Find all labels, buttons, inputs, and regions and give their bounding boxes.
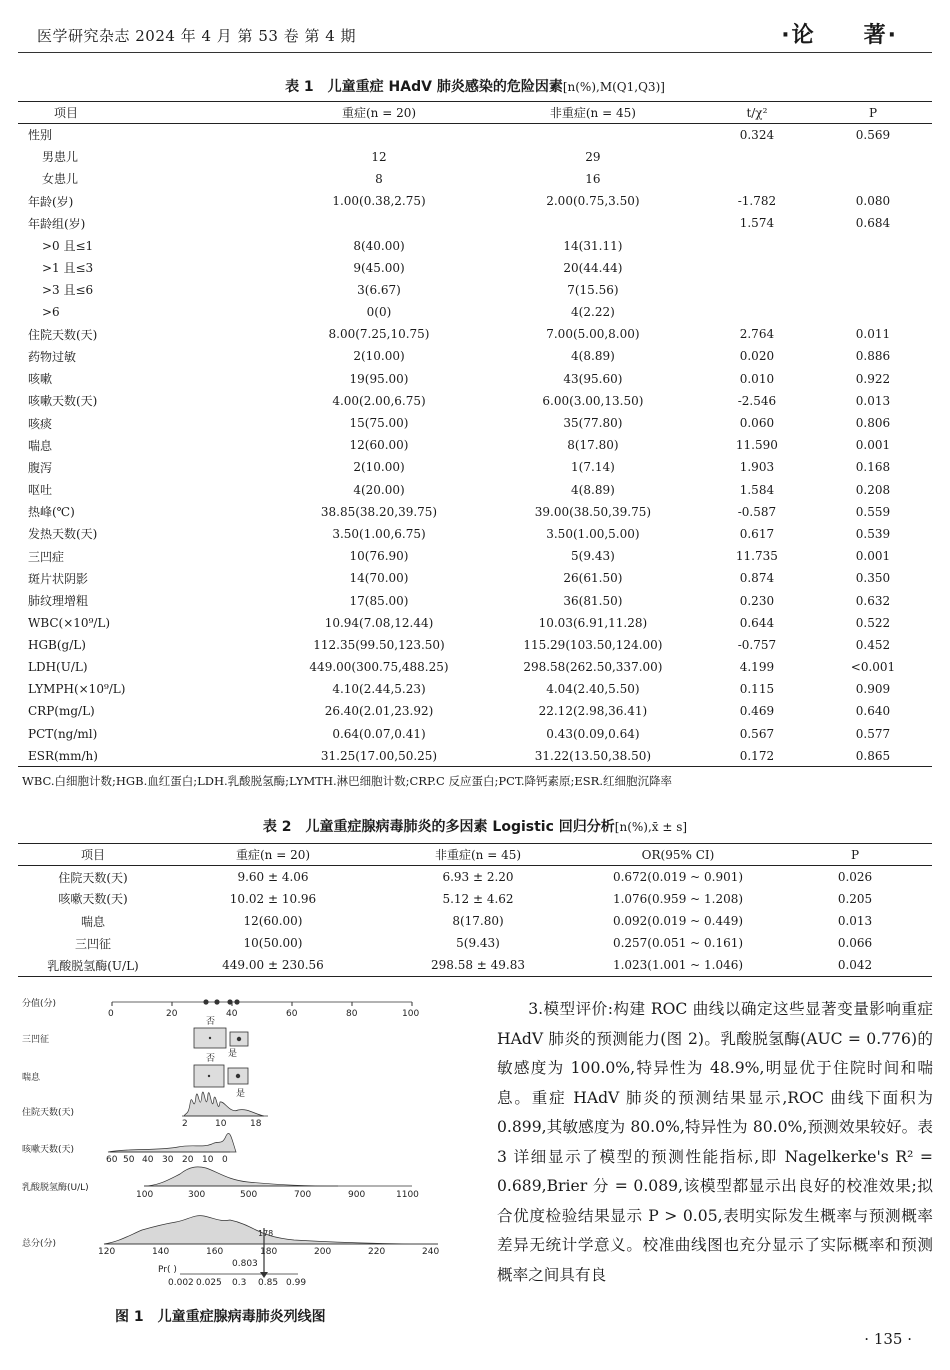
table-cell: 8(17.80) <box>452 914 504 929</box>
table-cell: ESR(mm/h) <box>18 745 272 767</box>
table-cell: 0.452 <box>855 637 891 652</box>
table-row <box>18 932 932 954</box>
pr-marker-value: 0.803 <box>232 1259 258 1269</box>
ldh-tick-label: 300 <box>188 1190 206 1200</box>
zhuyuan-label: 住院天数(天) <box>22 1108 75 1118</box>
table-cell: -0.587 <box>737 504 777 519</box>
table-cell: 0.886 <box>855 349 891 364</box>
table-cell: 115.29(103.50,124.00) <box>523 637 663 652</box>
total-tick-label: 120 <box>98 1247 116 1257</box>
table-cell: 斑片状阴影 <box>28 571 89 586</box>
table-row <box>18 124 932 146</box>
table-cell <box>814 234 932 256</box>
table-cell: 5.12 ± 4.62 <box>442 891 514 906</box>
table-row <box>18 479 932 501</box>
table-row <box>18 910 932 932</box>
kesou-tick-label: 60 <box>106 1155 118 1165</box>
kesou-label: 咳嗽天数(天) <box>22 1145 75 1155</box>
table-cell: 6.93 ± 2.20 <box>442 870 514 885</box>
table-cell: 0.092(0.019 ~ 0.449) <box>612 914 744 929</box>
table-row <box>18 501 932 523</box>
table-cell: 热峰(℃) <box>28 505 75 520</box>
table2-header-cell: P <box>778 844 932 866</box>
table-cell: 咳嗽天数(天) <box>28 394 98 409</box>
table-cell: 咳痰 <box>28 416 53 431</box>
table-cell: 0.806 <box>855 416 891 431</box>
table-cell: LDH(U/L) <box>28 660 88 675</box>
total-marker-value: 178 <box>258 1229 274 1238</box>
page-header <box>0 0 950 62</box>
table-cell: 1.574 <box>739 216 775 231</box>
table-cell: 药物过敏 <box>28 349 77 364</box>
table-cell: 发热天数(天) <box>28 527 98 542</box>
table-cell: 0.684 <box>855 216 891 231</box>
table-cell: 11.735 <box>735 549 778 564</box>
table-cell <box>814 168 932 190</box>
table1-caption <box>0 76 950 96</box>
table-cell: 4.00(2.00,6.75) <box>332 393 426 408</box>
table2-header-cell: 项目 <box>18 844 168 866</box>
table2-header-row <box>18 844 932 866</box>
table1-header-cell: P <box>814 102 932 124</box>
kesou-tick-label: 20 <box>182 1155 194 1165</box>
table-cell: 0.208 <box>855 482 891 497</box>
table-cell: 3.50(1.00,5.00) <box>546 526 640 541</box>
table-cell: 2.764 <box>739 327 775 342</box>
table-cell: 住院天数(天) <box>58 870 128 885</box>
table-cell: 0.042 <box>778 954 932 976</box>
table-cell: CRP(mg/L) <box>28 704 95 719</box>
table2-body <box>18 866 932 977</box>
table-row <box>18 634 932 656</box>
figure1-caption: 图 1 儿童重症腺病毒肺炎列线图 <box>115 1309 326 1325</box>
table-cell: 16 <box>585 171 601 186</box>
chuanxi-no-label: 否 <box>206 1054 216 1064</box>
table-row <box>18 700 932 722</box>
table-cell: 2(10.00) <box>353 460 405 475</box>
zhuyuan-tick-label: 10 <box>215 1119 227 1129</box>
table-cell: 31.25(17.00,50.25) <box>272 745 486 767</box>
table-row <box>18 567 932 589</box>
table-cell: 年龄(岁) <box>28 194 74 209</box>
table-cell: 3.50(1.00,6.75) <box>332 526 426 541</box>
table-cell: 26.40(2.01,23.92) <box>324 704 434 719</box>
points-tick-label: 100 <box>402 1009 420 1019</box>
table2-header-cell: 重症(n = 20) <box>168 844 378 866</box>
table-cell: 4.10(2.44,5.23) <box>332 682 426 697</box>
pr-tick-label: 0.85 <box>258 1278 279 1288</box>
table-cell: 4.199 <box>739 660 775 675</box>
table-cell <box>486 124 700 146</box>
journal-info: 医学研究杂志 2024 年 4 月 第 53 卷 第 4 期 <box>37 27 357 45</box>
table-cell: 0.617 <box>739 526 775 541</box>
table-cell: 三凹征 <box>74 936 111 951</box>
table-cell: 112.35(99.50,123.50) <box>313 637 445 652</box>
table-row <box>18 612 932 634</box>
table-row <box>18 345 932 367</box>
ldh-tick-label: 500 <box>240 1190 258 1200</box>
table2-header-cell: 非重症(n = 45) <box>378 844 578 866</box>
total-tick-label: 200 <box>314 1247 332 1257</box>
table2-header-cell: OR(95% CI) <box>578 844 778 866</box>
table-cell: 1.023(1.001 ~ 1.046) <box>578 954 778 976</box>
table-cell: 0.865 <box>814 745 932 767</box>
kesou-tick-label: 0 <box>222 1155 228 1165</box>
ldh-tick-label: 1100 <box>396 1190 419 1200</box>
table-cell: 0.539 <box>855 526 891 541</box>
table-row <box>18 168 932 190</box>
table1-body <box>18 124 932 767</box>
table-cell: 1.00(0.38,2.75) <box>332 194 426 209</box>
table-cell: 5(9.43) <box>571 549 615 564</box>
table-cell <box>700 301 814 323</box>
ldh-density <box>144 1167 338 1186</box>
zhuyuan-tick-label: 18 <box>250 1119 262 1129</box>
table-cell: 14(31.11) <box>563 238 623 253</box>
zhuyuan-density <box>184 1092 264 1116</box>
table-cell: PCT(ng/ml) <box>28 726 98 741</box>
table-cell: 0.060 <box>739 416 775 431</box>
table-cell: 住院天数(天) <box>28 327 98 342</box>
table-cell: 12(60.00) <box>243 914 303 929</box>
table-cell: 12(60.00) <box>349 438 409 453</box>
table-cell: 10.94(7.08,12.44) <box>324 615 434 630</box>
table-row <box>18 412 932 434</box>
table-cell: 咳嗽 <box>28 372 53 387</box>
table-row <box>18 279 932 301</box>
table-cell <box>700 234 814 256</box>
table-cell: 0.324 <box>739 127 775 142</box>
points-tick-label: 0 <box>108 1009 114 1019</box>
table-cell: 298.58(262.50,337.00) <box>523 660 663 675</box>
table-cell: 0.026 <box>837 870 873 885</box>
table-cell: 449.00 ± 230.56 <box>168 954 378 976</box>
table-cell: 29 <box>585 149 601 164</box>
table1-caption-units: [n(%),M(Q1,Q3)] <box>562 80 665 94</box>
table-cell: 8.00(7.25,10.75) <box>328 327 430 342</box>
table1-header-cell: 非重症(n = 45) <box>486 102 700 124</box>
table-cell: 肺纹理增粗 <box>28 594 89 609</box>
table2-caption-title: 表 2 儿童重症腺病毒肺炎的多因素 Logistic 回归分析 <box>262 819 615 835</box>
table-cell: 0.011 <box>855 327 891 342</box>
table-cell <box>700 168 814 190</box>
table-cell: 0.569 <box>855 127 891 142</box>
body-paragraph: 3.模型评价:构建 ROC 曲线以确定这些显著变量影响重症 HAdV 肺炎的预测能力(图 2)。乳酸脱氢酶(AUC = 0.776)的敏感度为 100.0%,特异性为 48.9%,明显优于住院时间和喘息。重症 HAdV 肺炎的预测结果显示,ROC 曲线下面积为 0.899,其敏感度为 80.0%,特异性为 80.0%,预测效果较好。表 3 详细显示了模型的预测性能指标,即 Nagelkerke's R² = 0.689,Brier 分 = 0.089,该模型都显示出良好的校准效果;拟合优度检验结果显示 P > 0.05,表明实际发生概率与预测概率差异无统计学意义。校准曲线图也充分显示了实际概率和预测概率之间具有良 <box>497 1000 933 1284</box>
table-cell: 0.644 <box>739 615 775 630</box>
kesou-tick-label: 30 <box>162 1155 174 1165</box>
pr-label: Pr( ) <box>158 1265 177 1275</box>
table-cell: 7.00(5.00,8.00) <box>546 327 640 342</box>
table-cell: 9.60 ± 4.06 <box>237 870 309 885</box>
table-cell: 1.076(0.959 ~ 1.208) <box>612 891 744 906</box>
table-cell: 0.922 <box>855 371 891 386</box>
table-cell: 14(70.00) <box>349 571 409 586</box>
table-row <box>18 589 932 611</box>
sanao-label: 三凹征 <box>22 1035 50 1045</box>
table-cell: 0.672(0.019 ~ 0.901) <box>612 870 744 885</box>
table-cell <box>814 146 932 168</box>
table-cell: 4(2.22) <box>571 305 615 320</box>
table1-caption-title: 表 1 儿童重症 HAdV 肺炎感染的危险因素 <box>285 79 563 95</box>
table-cell: 喘息 <box>80 914 105 929</box>
table-row <box>18 866 932 888</box>
table-cell: 0.874 <box>739 571 775 586</box>
table-cell: 298.58 ± 49.83 <box>378 954 578 976</box>
table-cell: 4.04(2.40,5.50) <box>546 682 640 697</box>
section-tag: ·论 著· <box>781 23 898 48</box>
table-row <box>18 523 932 545</box>
table-cell: 1(7.14) <box>571 460 615 475</box>
table-cell: 8(40.00) <box>353 238 405 253</box>
sanao-yes-label: 是 <box>228 1049 238 1059</box>
table2 <box>18 843 932 977</box>
table-cell: 0.577 <box>855 726 891 741</box>
table-cell: 0.010 <box>739 371 775 386</box>
table1-footnote: WBC.白细胞计数;HGB.血红蛋白;LDH.乳酸脱氢酶;LYMTH.淋巴细胞计数;CRP.C 反应蛋白;PCT.降钙素原;ESR.红细胞沉降率 <box>22 774 672 788</box>
table-cell <box>700 146 814 168</box>
table-cell: 0.640 <box>855 704 891 719</box>
total-tick-label: 220 <box>368 1247 386 1257</box>
table-row <box>18 190 932 212</box>
table-cell: 0.43(0.09,0.64) <box>546 726 640 741</box>
table-cell: 2(10.00) <box>353 349 405 364</box>
table-cell: 9(45.00) <box>353 260 405 275</box>
table-cell: 三凹症 <box>28 549 65 564</box>
kesou-tick-label: 50 <box>123 1155 135 1165</box>
table-row <box>18 323 932 345</box>
total-tick-label: 180 <box>260 1247 278 1257</box>
table-cell: 呕吐 <box>28 483 53 498</box>
table-cell <box>814 301 932 323</box>
table1-header-cell: 重症(n = 20) <box>272 102 486 124</box>
table-cell: 0.013 <box>855 393 891 408</box>
table-cell: >1 且≤3 <box>42 261 94 276</box>
table1-header-cell: 项目 <box>18 102 272 124</box>
table-cell: -1.782 <box>737 194 777 209</box>
table-cell: 10(50.00) <box>243 936 303 951</box>
points-tick-label: 40 <box>226 1009 238 1019</box>
table-cell <box>814 257 932 279</box>
table-cell: 26(61.50) <box>563 571 623 586</box>
table-cell: 35(77.80) <box>563 416 623 431</box>
table-cell: 31.22(13.50,38.50) <box>486 745 700 767</box>
table-cell: 0.001 <box>855 438 891 453</box>
table-cell: 8 <box>375 171 383 186</box>
table-cell: >0 且≤1 <box>42 239 94 254</box>
table-cell: 5(9.43) <box>456 936 500 951</box>
pr-tick-label: 0.002 <box>168 1278 194 1288</box>
table-cell: 女患儿 <box>42 172 79 187</box>
table-cell: 4(8.89) <box>571 349 615 364</box>
table-cell: 0.001 <box>855 549 891 564</box>
table-cell: 10(76.90) <box>349 549 409 564</box>
table2-caption <box>0 816 950 836</box>
table-cell: <0.001 <box>850 660 896 675</box>
table-row <box>18 434 932 456</box>
table-cell: 0.013 <box>837 914 873 929</box>
table-cell: 43(95.60) <box>563 371 623 386</box>
table-row <box>18 390 932 412</box>
table-cell: 10.02 ± 10.96 <box>229 891 317 906</box>
table-row <box>18 257 932 279</box>
table-cell: -0.757 <box>737 637 777 652</box>
pr-tick-label: 0.025 <box>196 1278 222 1288</box>
total-tick-label: 160 <box>206 1247 224 1257</box>
pr-tick-label: 0.3 <box>232 1278 247 1288</box>
table-row <box>18 888 932 910</box>
table-cell: 0.64(0.07,0.41) <box>332 726 426 741</box>
table-cell: 男患儿 <box>42 150 79 165</box>
table-cell <box>486 212 700 234</box>
table-cell: 咳嗽天数(天) <box>58 892 128 907</box>
table-cell: 0.567 <box>739 726 775 741</box>
table-cell: 19(95.00) <box>349 371 409 386</box>
table-cell: 2.00(0.75,3.50) <box>546 194 640 209</box>
ldh-tick-label: 900 <box>348 1190 366 1200</box>
table-cell <box>272 124 486 146</box>
table1-header-cell: t/χ² <box>700 102 814 124</box>
table-cell: 0.205 <box>837 891 873 906</box>
sanao-no-label: 否 <box>206 1017 216 1027</box>
table-cell: 449.00(300.75,488.25) <box>309 660 449 675</box>
total-tick-label: 240 <box>422 1247 440 1257</box>
nomogram-figure <box>18 990 468 1290</box>
table-cell: 0.522 <box>855 615 891 630</box>
table-row <box>18 545 932 567</box>
ldh-label: 乳酸脱氢酶(U/L) <box>22 1183 89 1193</box>
points-tick-label: 80 <box>346 1009 358 1019</box>
table-cell: 1.903 <box>739 460 775 475</box>
table-cell: 0.172 <box>700 745 814 767</box>
table-cell: 腹泻 <box>28 460 53 475</box>
table-cell: 乳酸脱氢酶(U/L) <box>18 954 168 976</box>
table-cell: 0.230 <box>739 593 775 608</box>
table-row <box>18 656 932 678</box>
table-cell <box>272 212 486 234</box>
table-cell: 12 <box>371 149 387 164</box>
points-ticks <box>108 1002 419 1019</box>
table-cell: 0.909 <box>855 682 891 697</box>
total-label: 总分(分) <box>22 1239 57 1249</box>
pr-tick-label: 0.99 <box>286 1278 307 1288</box>
table-cell: 0.632 <box>855 593 891 608</box>
table-cell: 0.469 <box>739 704 775 719</box>
table-cell <box>814 279 932 301</box>
table-cell: 6.00(3.00,13.50) <box>542 393 644 408</box>
table-cell: 39.00(38.50,39.75) <box>534 504 652 519</box>
table-cell: 0.168 <box>855 460 891 475</box>
table-row <box>18 368 932 390</box>
table1 <box>18 101 932 767</box>
table-cell: 3(6.67) <box>357 282 401 297</box>
table-cell: 0.350 <box>855 571 891 586</box>
chuanxi-label: 喘息 <box>22 1073 41 1083</box>
table-row <box>18 456 932 478</box>
table-cell <box>700 257 814 279</box>
zhuyuan-tick-label: 2 <box>182 1119 188 1129</box>
header-rule <box>18 52 932 53</box>
page-number: · 135 · <box>864 1330 912 1348</box>
table-row <box>18 954 932 976</box>
kesou-tick-label: 40 <box>142 1155 154 1165</box>
ldh-tick-label: 700 <box>294 1190 312 1200</box>
table-cell: 性别 <box>28 128 53 143</box>
table-cell: 年龄组(岁) <box>28 216 86 231</box>
table-cell: 22.12(2.98,36.41) <box>538 704 648 719</box>
table-cell: 38.85(38.20,39.75) <box>320 504 438 519</box>
table-cell: 0.080 <box>855 194 891 209</box>
table-cell: 0.559 <box>855 504 891 519</box>
table-cell: 10.03(6.91,11.28) <box>538 615 648 630</box>
table-cell: 0(0) <box>366 305 392 320</box>
table-row <box>18 745 932 767</box>
points-label: 分值(分) <box>22 999 57 1009</box>
table-cell: 4(8.89) <box>571 482 615 497</box>
kesou-density <box>108 1133 236 1152</box>
table-cell: 7(15.56) <box>567 282 619 297</box>
table-row <box>18 723 932 745</box>
ldh-tick-label: 100 <box>136 1190 154 1200</box>
chuanxi-yes-label: 是 <box>236 1089 246 1099</box>
table-row <box>18 146 932 168</box>
points-tick-label: 20 <box>166 1009 178 1019</box>
table-cell: WBC(×10⁹/L) <box>28 615 111 630</box>
total-tick-label: 140 <box>152 1247 170 1257</box>
table-cell: 0.020 <box>739 349 775 364</box>
table-cell: LYMPH(×10⁹/L) <box>28 682 126 697</box>
table-cell: 17(85.00) <box>349 593 409 608</box>
table-cell: -2.546 <box>737 393 777 408</box>
table-cell <box>700 279 814 301</box>
table-cell: 36(81.50) <box>563 593 623 608</box>
table-cell: 0.257(0.051 ~ 0.161) <box>612 936 744 951</box>
table-cell: >3 且≤6 <box>42 283 94 298</box>
table-cell: HGB(g/L) <box>28 637 86 652</box>
table-cell: 喘息 <box>28 438 53 453</box>
table-cell: >6 <box>42 305 60 320</box>
table-cell: 20(44.44) <box>563 260 623 275</box>
table2-caption-units: [n(%),x̄ ± s] <box>614 820 688 834</box>
table1-header-row <box>18 102 932 124</box>
points-tick-label: 60 <box>286 1009 298 1019</box>
table-cell: 11.590 <box>735 438 778 453</box>
table-row <box>18 678 932 700</box>
table-row <box>18 212 932 234</box>
table-cell: 4(20.00) <box>353 482 405 497</box>
table-cell: 8(17.80) <box>567 438 619 453</box>
table-cell: 15(75.00) <box>349 416 409 431</box>
table-row <box>18 234 932 256</box>
table-cell: 0.115 <box>739 682 775 697</box>
table-row <box>18 301 932 323</box>
table-cell: 1.584 <box>739 482 775 497</box>
kesou-tick-label: 10 <box>202 1155 214 1165</box>
table-cell: 0.066 <box>837 936 873 951</box>
